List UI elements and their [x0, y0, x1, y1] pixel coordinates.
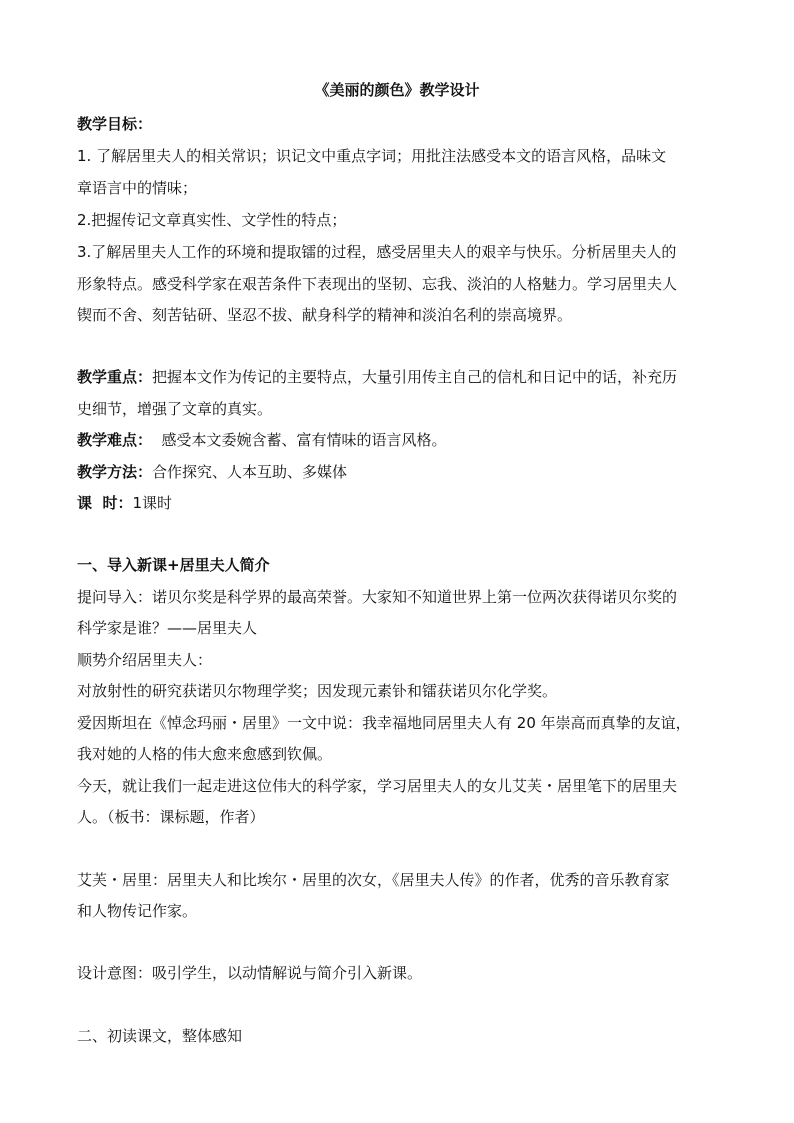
document-title: 《美丽的颜色》教学设计 — [314, 81, 480, 99]
method-label: 教学方法： — [77, 463, 153, 481]
hours-label: 课 时： — [77, 494, 133, 512]
goals-line-6: 锲而不舍、刻苦钻研、坚忍不拔、献身科学的精神和淡泊名利的崇高境界。 — [77, 306, 573, 324]
section1-line-5: 爱因斯坦在《悼念玛丽・居里》一文中说：我幸福地同居里夫人有 20 年崇高而真挚的友谊， — [77, 714, 691, 732]
author-line-1: 艾芙・居里：居里夫人和比埃尔・居里的次女，《居里夫人传》的作者，优秀的音乐教育家 — [77, 871, 670, 889]
goals-line-5: 形象特点。感受科学家在艰苦条件下表现出的坚韧、忘我、淡泊的人格魅力。学习居里夫人 — [77, 275, 678, 293]
author-line-2: 和人物传记作家。 — [77, 902, 198, 920]
section1-line-1: 提问导入：诺贝尔奖是科学界的最高荣誉。大家知不知道世界上第一位两次获得诺贝尔奖的 — [77, 588, 678, 606]
section1-line-2: 科学家是谁？——居里夫人 — [77, 619, 258, 637]
key-point-label: 教学重点： — [77, 368, 153, 386]
goals-line-3: 2.把握传记文章真实性、文学性的特点； — [77, 211, 347, 229]
key-point-line-2: 史细节，增强了文章的真实。 — [77, 400, 273, 418]
section1-line-8: 人。（板书：课标题，作者） — [77, 808, 265, 826]
goals-line-1: 1. 了解居里夫人的相关常识；识记文中重点字词；用批注法感受本文的语言风格，品味文 — [77, 147, 667, 165]
difficulty-label: 教学难点： — [77, 431, 153, 449]
method-line — [77, 462, 727, 482]
section1-line-4: 对放射性的研究获诺贝尔物理学奖；因发现元素钋和镭获诺贝尔化学奖。 — [77, 682, 558, 700]
section1-line-3: 顺势介绍居里夫人： — [77, 651, 213, 669]
goals-line-2: 章语言中的情味； — [77, 179, 198, 197]
section2-heading: 二、初读课文，整体感知 — [77, 1027, 243, 1045]
difficulty-line — [77, 430, 727, 450]
section1-heading: 一、导入新课+居里夫人简介 — [77, 556, 270, 574]
section1-line-7: 今天，就让我们一起走进这位伟大的科学家，学习居里夫人的女儿艾芙・居里笔下的居里夫 — [77, 777, 678, 795]
method-text: 合作探究、人本互助、多媒体 — [152, 463, 348, 481]
section1-line-6: 我对她的人格的伟大愈来愈感到钦佩。 — [77, 745, 333, 763]
key-point-line-1 — [77, 367, 727, 387]
goals-heading: 教学目标： — [77, 115, 153, 133]
difficulty-text: 感受本文委婉含蓄、富有情味的语言风格。 — [152, 431, 447, 449]
key-point-text: 把握本文作为传记的主要特点，大量引用传主自己的信札和日记中的话，补充历 — [152, 368, 678, 386]
goals-line-4: 3.了解居里夫人工作的环境和提取镭的过程，感受居里夫人的艰辛与快乐。分析居里夫人的 — [77, 243, 677, 261]
hours-line — [77, 493, 727, 513]
design-intent: 设计意图：吸引学生，以动情解说与简介引入新课。 — [77, 964, 423, 982]
hours-text: 1课时 — [132, 494, 172, 512]
